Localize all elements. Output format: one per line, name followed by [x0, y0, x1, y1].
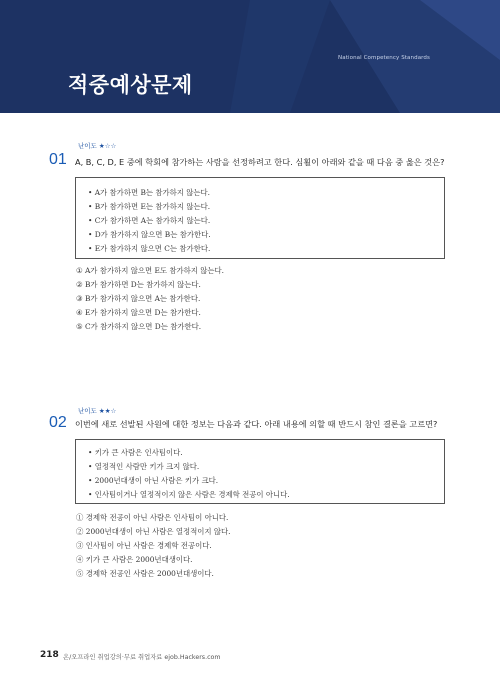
- q1-option: ③ B가 참가하지 않으면 A는 참가한다.: [76, 294, 201, 303]
- q1-condition: • D가 참가하지 않으면 B는 참가한다.: [88, 230, 211, 239]
- q1-number: 01: [49, 151, 67, 168]
- q1-conditions-box: [75, 177, 445, 259]
- q1-option: ② B가 참가하면 D는 참가하지 않는다.: [76, 280, 201, 289]
- q1-condition: • B가 참가하면 E는 참가하지 않는다.: [88, 202, 211, 211]
- q1-condition: • C가 참가하면 A는 참가하지 않는다.: [88, 216, 211, 225]
- q1-option: ⑤ C가 참가하지 않으면 D는 참가한다.: [76, 322, 202, 331]
- header-banner: [0, 0, 500, 113]
- q1-condition: • E가 참가하지 않으면 C는 참가한다.: [88, 244, 211, 253]
- q2-text: 이번에 새로 선발된 사원에 대한 정보는 다음과 같다. 아래 내용에 의할 때 반드시 참인 결론을 고르면?: [75, 419, 438, 429]
- q1-condition: • A가 참가하면 B는 참가하지 않는다.: [88, 188, 211, 197]
- page-number: 218: [40, 650, 59, 660]
- q2-condition: • 2000년대생이 아닌 사람은 키가 크다.: [88, 476, 219, 485]
- q2-option: ③ 인사팀이 아닌 사람은 경제학 전공이다.: [76, 541, 212, 550]
- q2-option: ④ 키가 큰 사람은 2000년대생이다.: [76, 555, 193, 564]
- q2-condition: • 인사팀이거나 열정적이지 않은 사람은 경제학 전공이 아니다.: [88, 490, 290, 499]
- footer-text: 온/오프라인 취업강의·무료 취업자료 ejob.Hackers.com: [63, 654, 221, 661]
- q1-option: ④ E가 참가하지 않으면 D는 참가한다.: [76, 308, 201, 317]
- q2-difficulty: 난이도 ★★☆: [78, 407, 117, 415]
- q2-option: ⑤ 경제학 전공인 사람은 2000년대생이다.: [76, 569, 214, 578]
- q2-condition: • 키가 큰 사람은 인사팀이다.: [88, 448, 183, 457]
- header-subtitle: National Competency Standards: [338, 55, 430, 61]
- page-title: 적중예상문제: [68, 73, 193, 97]
- q1-text: A, B, C, D, E 중에 학회에 참가하는 사람을 선정하려고 한다. 심횔이 아래와 같을 때 다음 중 옳은 것은?: [75, 157, 445, 167]
- q2-option: ② 2000년대생이 아닌 사람은 열정적이지 않다.: [76, 527, 231, 536]
- q1-difficulty: 난이도 ★☆☆: [78, 142, 117, 150]
- q2-condition: • 열정적인 사람만 키가 크지 않다.: [88, 462, 200, 471]
- q2-number: 02: [49, 414, 67, 431]
- q2-conditions-box: [75, 439, 445, 504]
- q2-option: ① 경제학 전공이 아닌 사람은 인사팀이 아니다.: [76, 513, 229, 522]
- q1-option: ① A가 참가하지 않으면 E도 참가하지 않는다.: [76, 266, 225, 275]
